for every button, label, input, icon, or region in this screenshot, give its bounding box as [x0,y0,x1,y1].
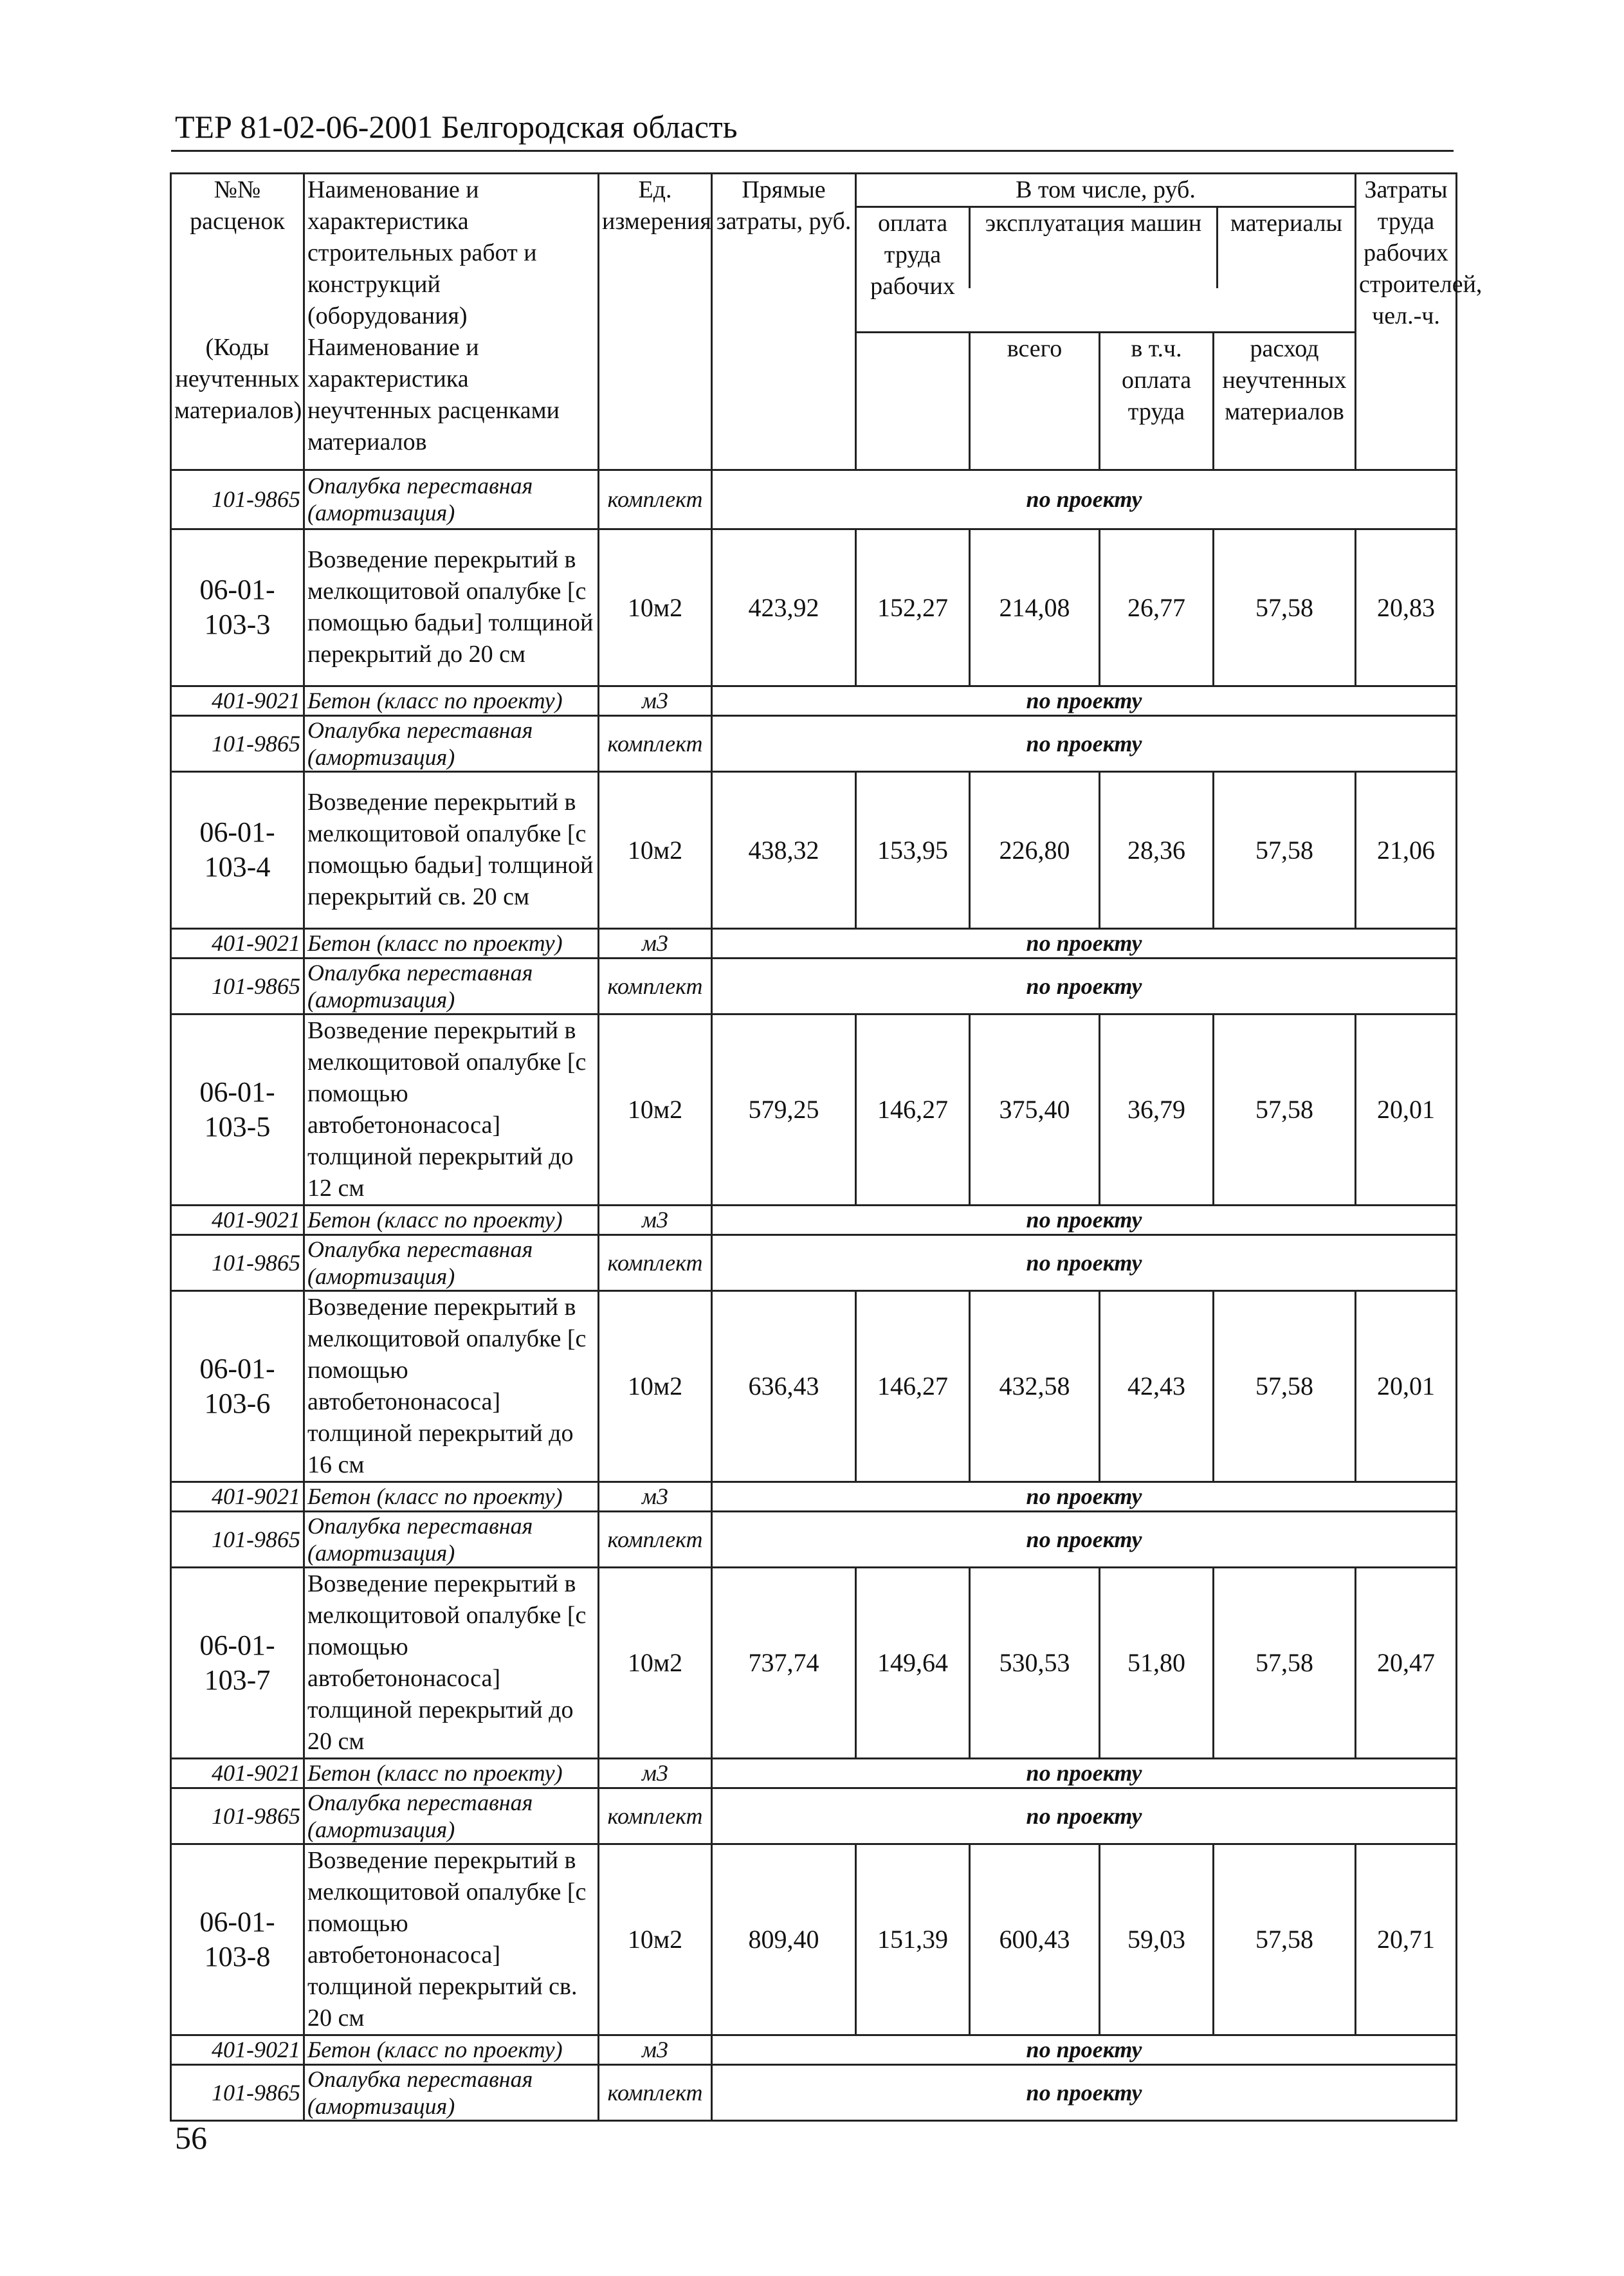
concrete-name: Бетон (класс по проекту) [304,1205,599,1234]
rate-labor-pay: 153,95 [856,771,970,928]
rate-direct: 737,74 [712,1567,856,1758]
col-direct: Прямые затраты, руб. [712,174,856,470]
formwork-name: Опалубка переставная (амортизация) [304,715,599,771]
table-row [171,958,1457,1014]
rate-labor-pay: 152,27 [856,529,970,686]
formwork-unit: комплект [599,1234,712,1290]
rate-machines-total: 214,08 [970,529,1100,686]
formwork-code: 101-9865 [171,1788,304,1844]
rate-direct: 636,43 [712,1290,856,1482]
rate-code: 06-01-103-4 [171,771,304,928]
rate-labor-pay: 146,27 [856,1014,970,1205]
formwork-code: 101-9865 [171,470,304,529]
formwork-name: Опалубка переставная (амортизация) [304,470,599,529]
concrete-code: 401-9021 [171,928,304,958]
table-row [171,1844,1457,2035]
col-code-bottom: (Коды неучтенных материалов) [171,332,304,470]
formwork-name: Опалубка переставная (амортизация) [304,2064,599,2120]
col-name-top: Наименование и характеристика строительных работ и конструкций (оборудования) [304,174,599,333]
table-row [171,1205,1457,1234]
table-row [171,928,1457,958]
rate-unit: 10м2 [599,771,712,928]
col-materials: материалы [1230,210,1343,237]
table-header-row [171,174,1457,333]
formwork-value: по проекту [712,958,1457,1014]
col-labor-pay: оплата труда рабочих [857,208,971,288]
rate-labor-cost: 20,01 [1356,1014,1457,1205]
col-code-top: №№ расценок [171,174,304,333]
rate-name: Возведение перекрытий в мелкощитовой опалубке [с помощью бадьи] толщиной перекрытий св. 20 см [304,771,599,928]
rate-name: Возведение перекрытий в мелкощитовой опалубке [с помощью автобетононасоса] толщиной перекрытий св. 20 см [304,1844,599,2035]
col-labor-cost: Затраты труда рабочих строителей, чел.-ч. [1356,174,1457,470]
formwork-value: по проекту [712,1511,1457,1567]
formwork-code: 101-9865 [171,958,304,1014]
rate-machines-total: 432,58 [970,1290,1100,1482]
rate-labor-pay: 146,27 [856,1290,970,1482]
rate-name: Возведение перекрытий в мелкощитовой опалубке [с помощью автобетононасоса] толщиной перекрытий до 16 см [304,1290,599,1482]
rate-direct: 809,40 [712,1844,856,2035]
col-name-bottom: Наименование и характеристика неучтенных расценками материалов [304,332,599,470]
rate-name: Возведение перекрытий в мелкощитовой опалубке [с помощью автобетононасоса] толщиной перекрытий до 12 см [304,1014,599,1205]
rate-labor-pay: 151,39 [856,1844,970,2035]
formwork-name: Опалубка переставная (амортизация) [304,958,599,1014]
table-row [171,470,1457,529]
formwork-name: Опалубка переставная (амортизация) [304,1511,599,1567]
concrete-name: Бетон (класс по проекту) [304,686,599,715]
formwork-value: по проекту [712,715,1457,771]
formwork-unit: комплект [599,715,712,771]
table-row [171,715,1457,771]
formwork-unit: комплект [599,2064,712,2120]
table-row [171,1788,1457,1844]
concrete-value: по проекту [712,686,1457,715]
rate-machines-labor: 28,36 [1100,771,1214,928]
rate-machines-labor: 36,79 [1100,1014,1214,1205]
col-incl-group [856,174,1356,333]
formwork-name: Опалубка переставная (амортизация) [304,1788,599,1844]
concrete-code: 401-9021 [171,1482,304,1511]
rate-unit: 10м2 [599,529,712,686]
rate-materials: 57,58 [1214,529,1356,686]
formwork-value: по проекту [712,1234,1457,1290]
rate-labor-pay: 149,64 [856,1567,970,1758]
table-row [171,771,1457,928]
col-machines: эксплуатация машин [971,208,1218,288]
col-machines-labor: в т.ч. оплата труда [1100,332,1214,470]
rate-machines-labor: 59,03 [1100,1844,1214,2035]
concrete-unit: м3 [599,2035,712,2064]
rates-table [170,172,1483,2122]
rate-materials: 57,58 [1214,771,1356,928]
rate-code: 06-01-103-6 [171,1290,304,1482]
rate-code: 06-01-103-5 [171,1014,304,1205]
rate-labor-cost: 21,06 [1356,771,1457,928]
concrete-code: 401-9021 [171,1758,304,1788]
concrete-unit: м3 [599,1205,712,1234]
formwork-code: 101-9865 [171,2064,304,2120]
table-row [171,1758,1457,1788]
concrete-unit: м3 [599,686,712,715]
title-rule [171,150,1454,152]
concrete-name: Бетон (класс по проекту) [304,928,599,958]
concrete-code: 401-9021 [171,686,304,715]
page-number: 56 [175,2120,207,2156]
col-incl: В том числе, руб. [857,174,1355,208]
concrete-unit: м3 [599,1482,712,1511]
table-row [171,529,1457,686]
table-row [171,1567,1457,1758]
formwork-unit: комплект [599,470,712,529]
table-row [171,1014,1457,1205]
formwork-unit: комплект [599,958,712,1014]
concrete-value: по проекту [712,1205,1457,1234]
formwork-value: по проекту [712,2064,1457,2120]
formwork-value: по проекту [712,1788,1457,1844]
rate-materials: 57,58 [1214,1014,1356,1205]
rate-machines-labor: 26,77 [1100,529,1214,686]
rate-unit: 10м2 [599,1014,712,1205]
concrete-value: по проекту [712,1482,1457,1511]
page-title: ТЕР 81-02-06-2001 Белгородская область [175,109,738,145]
table-row [171,1482,1457,1511]
rate-direct: 438,32 [712,771,856,928]
rate-direct: 579,25 [712,1014,856,1205]
table-row [171,2035,1457,2064]
table-row [171,686,1457,715]
rate-unit: 10м2 [599,1290,712,1482]
rate-materials: 57,58 [1214,1290,1356,1482]
rate-machines-total: 375,40 [970,1014,1100,1205]
rate-code: 06-01-103-7 [171,1567,304,1758]
concrete-code: 401-9021 [171,2035,304,2064]
concrete-value: по проекту [712,1758,1457,1788]
concrete-unit: м3 [599,928,712,958]
rate-labor-cost: 20,47 [1356,1567,1457,1758]
rate-machines-labor: 42,43 [1100,1290,1214,1482]
rate-labor-cost: 20,71 [1356,1844,1457,2035]
rate-labor-cost: 20,83 [1356,529,1457,686]
table-row [171,1234,1457,1290]
concrete-name: Бетон (класс по проекту) [304,1482,599,1511]
concrete-code: 401-9021 [171,1205,304,1234]
formwork-name: Опалубка переставная (амортизация) [304,1234,599,1290]
col-unaccounted: расход неучтенных материалов [1214,332,1356,470]
rate-code: 06-01-103-3 [171,529,304,686]
rate-machines-total: 226,80 [970,771,1100,928]
concrete-name: Бетон (класс по проекту) [304,2035,599,2064]
concrete-name: Бетон (класс по проекту) [304,1758,599,1788]
rate-machines-total: 530,53 [970,1567,1100,1758]
rate-unit: 10м2 [599,1844,712,2035]
rate-name: Возведение перекрытий в мелкощитовой опалубке [с помощью бадьи] толщиной перекрытий до 20 см [304,529,599,686]
formwork-unit: комплект [599,1788,712,1844]
concrete-value: по проекту [712,2035,1457,2064]
col-machines-total: всего [970,332,1100,470]
concrete-unit: м3 [599,1758,712,1788]
formwork-value: по проекту [712,470,1457,529]
rate-direct: 423,92 [712,529,856,686]
col-unit: Ед. измерения [599,174,712,470]
rate-name: Возведение перекрытий в мелкощитовой опалубке [с помощью автобетононасоса] толщиной перекрытий до 20 см [304,1567,599,1758]
formwork-code: 101-9865 [171,1511,304,1567]
formwork-code: 101-9865 [171,1234,304,1290]
table-row [171,2064,1457,2120]
formwork-code: 101-9865 [171,715,304,771]
table-row [171,1511,1457,1567]
rate-machines-total: 600,43 [970,1844,1100,2035]
rate-labor-cost: 20,01 [1356,1290,1457,1482]
table-row [171,1290,1457,1482]
rate-unit: 10м2 [599,1567,712,1758]
rate-machines-labor: 51,80 [1100,1567,1214,1758]
col-labor-pay-blank [856,332,970,470]
rate-materials: 57,58 [1214,1567,1356,1758]
formwork-unit: комплект [599,1511,712,1567]
concrete-value: по проекту [712,928,1457,958]
rate-code: 06-01-103-8 [171,1844,304,2035]
rate-materials: 57,58 [1214,1844,1356,2035]
